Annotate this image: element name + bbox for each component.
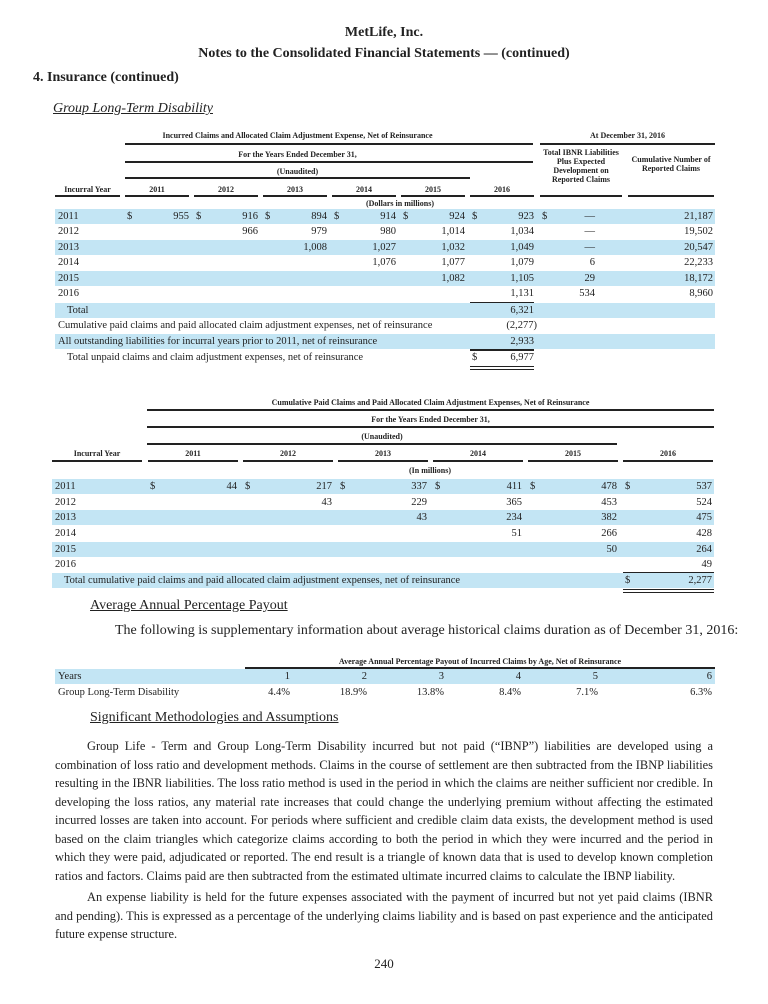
paid-super-header: Cumulative Paid Claims and Paid Allocated Claim Adjustment Expenses, Net of Reinsurance	[271, 398, 590, 407]
cell-value: 266	[601, 528, 617, 539]
table-row	[55, 286, 715, 301]
col-header-year: 2015	[565, 449, 581, 458]
rule	[263, 195, 327, 197]
ibnr-value: 534	[579, 288, 595, 299]
paragraph-text: Group Life - Term and Group Long-Term Disability incurred but not paid (“IBNP”) liabilities are developed using a combination of loss ratio and development methods. Claims in the course of settlement are then subtracted from the IBNP liabilities resulting in the IBNR liabilities. The loss ratio method is used in the period in which the claims are neither sufficient nor credible. In developing the loss ratios, any material rate increases that could change the underlying premium without affecting the estimated incurred losses are taken into account. For periods where sufficient and credible claim data exists, the development method is used based on the claim triangles which categorize claims according to both the period in which they were incurred and the period in which they were paid, adjudicated or reported. The end result is a triangle of known data that is used to develop known completion ratios and factors. Claims paid are then subtracted from the estimated ultimate incurred claims to calculate the IBNP liability.	[55, 739, 713, 883]
table-row	[52, 510, 714, 525]
years-label: Years	[58, 671, 82, 682]
claims-count: 18,172	[684, 273, 713, 284]
table-row	[52, 542, 714, 557]
dollar-sign: $	[340, 481, 346, 492]
incurral-year: 2012	[58, 226, 79, 237]
years-ended-header: For the Years Ended December 31,	[371, 415, 490, 424]
incurral-year: 2011	[55, 481, 76, 492]
notes-title: Notes to the Consolidated Financial Statements — (continued)	[198, 46, 570, 61]
dollar-sign: $	[127, 211, 133, 222]
col-header-year: 2011	[185, 449, 201, 458]
total-unpaid-label: Total unpaid claims and claim adjustment expenses, net of reinsurance	[67, 352, 364, 363]
col-header-year: 2013	[287, 185, 303, 194]
payout-row-label: Group Long-Term Disability	[58, 687, 180, 698]
cell-value: 955	[173, 211, 189, 222]
rule	[401, 195, 465, 197]
cell-value: 1,027	[372, 242, 396, 253]
cell-value: 478	[601, 481, 617, 492]
dollar-sign: $	[334, 211, 340, 222]
cell-value: 894	[311, 211, 327, 222]
cell-value: 382	[601, 512, 617, 523]
at-december-header: At December 31, 2016	[590, 131, 665, 140]
methodologies-paragraph-1	[55, 737, 713, 885]
cell-value: 979	[311, 226, 327, 237]
incurral-year: 2012	[55, 497, 76, 508]
dollar-sign: $	[530, 481, 536, 492]
payout-pct: 6.3%	[690, 687, 712, 698]
cell-value: 50	[606, 544, 617, 555]
rule	[528, 460, 618, 462]
dollar-sign: $	[150, 481, 156, 492]
rule	[147, 426, 714, 428]
page-number: 240	[374, 956, 394, 971]
rule	[125, 195, 189, 197]
cell-value: 1,008	[303, 242, 327, 253]
cell-value: 980	[380, 226, 396, 237]
rule	[628, 195, 714, 197]
cell-value: 916	[242, 211, 258, 222]
table-row	[55, 224, 715, 239]
cell-value: 1,077	[441, 257, 465, 268]
year-age: 5	[592, 671, 598, 682]
cell-value: 365	[506, 497, 522, 508]
payout-pct: 4.4%	[268, 687, 290, 698]
rule	[623, 460, 713, 462]
unaudited-label: (Unaudited)	[361, 432, 403, 441]
table-row	[52, 526, 714, 541]
incurral-year: 2016	[58, 288, 79, 299]
incurral-year: 2014	[58, 257, 79, 268]
paragraph-text: An expense liability is held for the future expenses associated with the payment of incurred but not yet paid claims (IBNR and pending). This is expressed as a percentage of the underlying claims liability and is based on past experience and the anticipated future expense structure.	[55, 890, 713, 941]
rule	[243, 460, 333, 462]
col-header-year: 2016	[494, 185, 510, 194]
rule	[338, 460, 428, 462]
rule	[147, 443, 617, 445]
rule	[433, 460, 523, 462]
dollar-sign: $	[472, 352, 478, 363]
incurred-super-header: Incurred Claims and Allocated Claim Adjustment Expense, Net of Reinsurance	[162, 131, 433, 140]
year-age: 4	[515, 671, 521, 682]
cell-value: 914	[380, 211, 396, 222]
double-rule	[470, 366, 534, 370]
rule	[125, 161, 533, 163]
cell-value: 337	[411, 481, 427, 492]
cell-value: 966	[242, 226, 258, 237]
dollar-sign: $	[472, 211, 478, 222]
methodologies-heading: Significant Methodologies and Assumptions	[90, 710, 339, 725]
unaudited-label: (Unaudited)	[276, 167, 319, 176]
cell-value: 1,076	[372, 257, 396, 268]
claims-count: 20,547	[684, 242, 713, 253]
company-name: MetLife, Inc.	[344, 25, 424, 40]
cell-value: 1,131	[510, 288, 534, 299]
col-header-incurral-year: Incurral Year	[73, 449, 121, 458]
rule	[194, 195, 258, 197]
cell-value: 1,032	[441, 242, 465, 253]
cell-value: 229	[411, 497, 427, 508]
cell-value: 537	[696, 481, 712, 492]
payout-table-header: Average Annual Percentage Payout of Incurred Claims by Age, Net of Reinsurance	[338, 657, 622, 666]
double-rule	[623, 589, 714, 593]
prior-years-value: 2,933	[510, 336, 534, 347]
cumulative-paid-row	[55, 318, 715, 333]
table-row	[52, 557, 714, 572]
methodologies-paragraph-2	[55, 888, 713, 944]
col-header-year: 2014	[470, 449, 486, 458]
table-row	[55, 271, 715, 286]
units-label: (Dollars in millions)	[365, 199, 434, 208]
incurral-year: 2013	[58, 242, 79, 253]
dollar-sign: $	[403, 211, 409, 222]
col-header-year: 2014	[356, 185, 372, 194]
subsection-title: Group Long-Term Disability	[53, 101, 213, 116]
incurral-year: 2013	[55, 512, 76, 523]
cell-value: 1,082	[441, 273, 465, 284]
cell-value: 1,014	[441, 226, 465, 237]
rule	[125, 143, 533, 145]
year-age: 3	[438, 671, 444, 682]
incurral-year: 2015	[58, 273, 79, 284]
dollar-sign: $	[625, 575, 631, 586]
rule	[147, 409, 714, 411]
col-header-year: 2012	[280, 449, 296, 458]
cell-value: 264	[696, 544, 712, 555]
rule	[540, 195, 622, 197]
claims-count: 19,502	[684, 226, 713, 237]
payout-pct: 7.1%	[576, 687, 598, 698]
rule	[55, 195, 120, 197]
rule	[148, 460, 238, 462]
table-row	[55, 209, 715, 224]
cumulative-paid-label: Cumulative paid claims and paid allocated claim adjustment expenses, net of reinsurance	[58, 320, 433, 331]
col-header-year: 2015	[425, 185, 441, 194]
col-header-year: 2012	[218, 185, 234, 194]
total-label: Total	[67, 305, 89, 316]
col-header-claims: Cumulative Number of Reported Claims	[631, 155, 711, 173]
rule	[540, 143, 715, 145]
years-ended-header: For the Years Ended December 31,	[238, 150, 357, 159]
cell-value: 1,105	[510, 273, 534, 284]
total-row	[52, 573, 714, 588]
units-label: (In millions)	[408, 466, 451, 475]
cell-value: 217	[316, 481, 332, 492]
rule	[52, 460, 142, 462]
section-title: 4. Insurance (continued)	[33, 70, 179, 85]
table-row	[55, 255, 715, 270]
ibnr-value: —	[584, 211, 595, 222]
dollar-sign: $	[196, 211, 202, 222]
ibnr-value: —	[584, 242, 595, 253]
table-row	[52, 495, 714, 510]
total-value: 2,277	[688, 575, 712, 586]
dollar-sign: $	[542, 211, 548, 222]
rule	[332, 195, 396, 197]
payout-pct: 18.9%	[339, 687, 367, 698]
payout-pct: 8.4%	[499, 687, 521, 698]
col-header-incurral-year: Incurral Year	[64, 185, 111, 194]
year-age: 6	[706, 671, 712, 682]
cell-value: 924	[449, 211, 465, 222]
cell-value: 44	[226, 481, 237, 492]
year-age: 1	[284, 671, 290, 682]
col-header-ibnr: Total IBNR Liabilities Plus Expected Development on Reported Claims	[543, 148, 619, 184]
cell-value: 411	[506, 481, 522, 492]
cell-value: 428	[696, 528, 712, 539]
col-header-year: 2011	[149, 185, 165, 194]
cell-value: 1,034	[510, 226, 534, 237]
payout-row	[55, 685, 715, 700]
cell-value: 453	[601, 497, 617, 508]
claims-count: 22,233	[684, 257, 713, 268]
table-row	[55, 240, 715, 255]
rule	[470, 195, 534, 197]
prior-years-row	[55, 334, 715, 349]
ibnr-value: 6	[589, 257, 595, 268]
incurral-year: 2011	[58, 211, 79, 222]
total-label: Total cumulative paid claims and paid allocated claim adjustment expenses, net of reinsurance	[64, 575, 461, 586]
claims-count: 21,187	[684, 211, 713, 222]
cell-value: 475	[696, 512, 712, 523]
dollar-sign: $	[265, 211, 271, 222]
col-header-year: 2016	[660, 449, 676, 458]
total-unpaid-row	[55, 350, 715, 365]
ibnr-value: 29	[584, 273, 595, 284]
cumulative-paid-value: (2,277)	[506, 320, 537, 331]
dollar-sign: $	[245, 481, 251, 492]
cell-value: 1,049	[510, 242, 534, 253]
years-row	[55, 669, 715, 684]
cell-value: 51	[511, 528, 522, 539]
incurral-year: 2015	[55, 544, 76, 555]
rule	[125, 177, 470, 179]
dollar-sign: $	[625, 481, 631, 492]
total-unpaid-value: 6,977	[510, 352, 534, 363]
payout-heading: Average Annual Percentage Payout	[90, 598, 288, 613]
cell-value: 524	[696, 497, 712, 508]
cell-value: 234	[506, 512, 522, 523]
cell-value: 1,079	[510, 257, 534, 268]
table-row	[52, 479, 714, 494]
total-value: 6,321	[510, 305, 534, 316]
total-row	[55, 303, 715, 318]
payout-intro: The following is supplementary information about average historical claims duration as of December 31, 2016:	[115, 623, 739, 638]
prior-years-label: All outstanding liabilities for incurral years prior to 2011, net of reinsurance	[58, 336, 378, 347]
incurral-year: 2014	[55, 528, 76, 539]
cell-value: 923	[518, 211, 534, 222]
incurral-year: 2016	[55, 559, 76, 570]
year-age: 2	[361, 671, 367, 682]
col-header-year: 2013	[375, 449, 391, 458]
cell-value: 49	[701, 559, 712, 570]
ibnr-value: —	[584, 226, 595, 237]
cell-value: 43	[321, 497, 332, 508]
cell-value: 43	[416, 512, 427, 523]
claims-count: 8,960	[689, 288, 713, 299]
payout-pct: 13.8%	[416, 687, 444, 698]
dollar-sign: $	[435, 481, 441, 492]
